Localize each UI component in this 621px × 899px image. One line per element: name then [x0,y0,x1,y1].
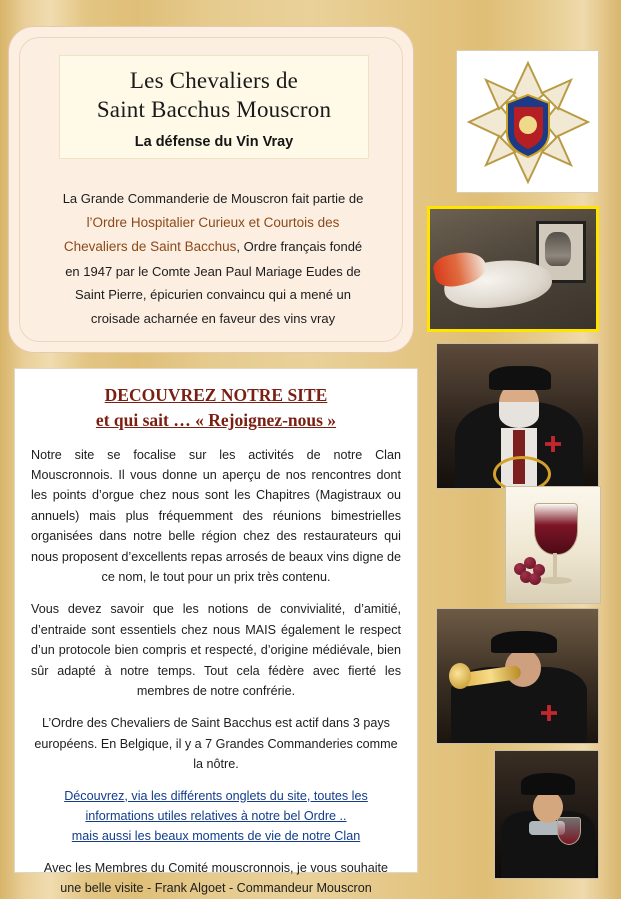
knight-with-sword-photo [436,343,599,489]
discover-heading [31,383,401,433]
header-body-line-6: croisade acharnée en faveur des vins vray [90,311,336,327]
order-name-tail: , Ordre français fondé [236,239,363,255]
trumpet-player-photo [436,608,599,744]
trumpet-bell [449,663,471,689]
commander-wine-glass [557,817,581,845]
paragraph-commanderies: L’Ordre des Chevaliers de Saint Bacchus est actif dans 3 pays européens. En Belgique, il y a 7 Grandes Commanderies comme la nôtre. [34,716,398,772]
grapes-cluster [514,557,548,585]
knight-medal-chain [493,456,551,489]
discover-heading-line-1: DECOUVREZ NOTRE SITE [104,385,328,405]
red-wine-glass-photo [505,486,601,604]
link-line-2[interactable]: informations utiles relatives à notre bel Ordre .. [85,808,347,823]
link-line-3[interactable]: mais aussi les beaux moments de vie de notre Clan [71,829,361,844]
header-card [8,26,414,353]
cross-graphic [457,51,598,192]
header-body-line-2: l’Ordre Hospitalier Curieux et Courtois des [86,214,340,230]
main-text-card [14,368,418,896]
commander-with-glass-photo [494,750,599,879]
commander-hat [521,773,575,795]
title-line-2: Saint Bacchus Mouscron [96,97,332,123]
maltese-cross-emblem-icon [456,50,599,193]
wine-glass-bowl [534,503,578,555]
knight-beard [499,402,539,428]
order-name: Chevaliers de Saint Bacchus [63,239,237,255]
closing-signature [31,858,401,899]
knight-hat [489,366,551,390]
title-line-1: Les Chevaliers de [129,68,299,93]
site-links[interactable] [31,786,401,847]
title-box [59,55,369,159]
paragraph-values: Vous devez savoir que les notions de convivialité, d’amitié, d’entraide sont essentiels chez nous MAIS également le respect d’un protocole bien compris et respecté, d’origine médiévale, bien sûr adapté à notre temps. Tout cela fédère avec fierté les membres de notre confrérie. [31,602,401,698]
header-body-line-3 [35,235,391,260]
discover-heading-line-2: et qui sait … « Rejoignez-nous » [95,409,337,430]
subtitle: La défense du Vin Vray [134,133,294,150]
plumed-hat-photo [427,206,599,332]
closing-line-2: une belle visite - Frank Algoet - Commandeur Mouscron [60,881,372,896]
header-body [35,187,391,331]
wine-glass-stem [553,553,557,579]
header-body-line-5: Saint Pierre, épicurien convaincu qui a mené un [74,287,352,303]
header-body-line-1: La Grande Commanderie de Mouscron fait partie de [62,191,364,206]
header-body-line-4: en 1947 par le Comte Jean Paul Mariage Eudes de [65,263,361,279]
link-line-1[interactable]: Découvrez, via les différents onglets du site, toutes les [64,788,368,803]
trumpet-player-hat [491,631,557,653]
closing-line-1: Avec les Membres du Comité mouscronnois, je vous souhaite [43,860,389,875]
maltese-cross-svg [457,51,599,193]
paragraph-activities: Notre site se focalise sur les activités de notre Clan Mouscronnois. Il vous donne un aperçu de nos rencontres dont les points d’orgue chez nous sont les Chapitres (Magistraux ou annuels) mais plus fréquemment des réunions bimestrielles organisées dans notre belle région chez des restaurateurs qui nous proposent d’excellents repas arrosés de beaux vins digne de ce nom, le tout pour un prix très contenu. [31,447,401,585]
